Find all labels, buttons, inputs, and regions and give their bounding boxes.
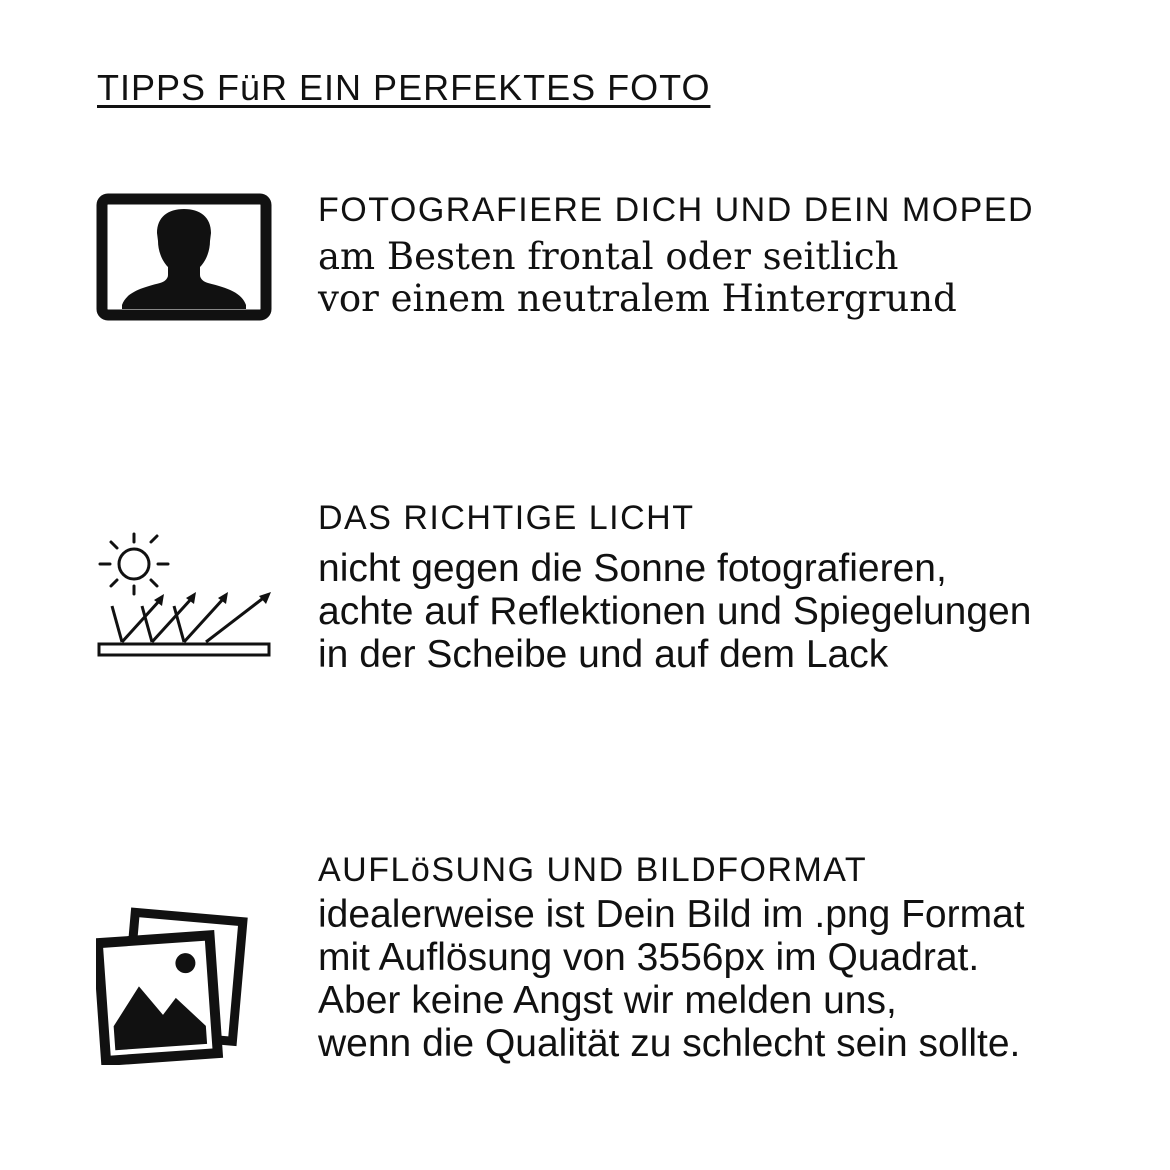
tip-body-line: wenn die Qualität zu schlecht sein sollte. [318,1022,1021,1065]
tip-body-line: idealerweise ist Dein Bild im .png Format [318,893,1025,936]
portrait-photo-icon [96,193,272,321]
tip-body-line: mit Auflösung von 3556px im Quadrat. [318,936,980,979]
tip-body-resolution [318,893,1025,1065]
tip-body-line: nicht gegen die Sonne fotografieren, [318,547,947,590]
page-title: TIPPS FüR EIN PERFEKTES FOTO [97,67,711,108]
tip-body-line: vor einem neutralem Hintergrund [318,277,957,320]
image-gallery-icon [96,905,250,1065]
tip-body-light [318,547,1031,676]
sun-reflection-icon [96,530,276,660]
tip-heading-resolution: AUFLöSUNG UND BILDFORMAT [318,851,868,889]
tip-body-line: achte auf Reflektionen und Spiegelungen [318,590,1032,633]
tip-body-line: in der Scheibe und auf dem Lack [318,633,889,676]
tip-body-line: am Besten frontal oder seitlich [318,235,899,278]
tip-heading-light: DAS RICHTIGE LICHT [318,499,695,537]
tip-body-photo [318,236,957,320]
tip-heading-photo: FOTOGRAFIERE DICH UND DEIN MOPED [318,191,1035,229]
tip-body-line: Aber keine Angst wir melden uns, [318,979,897,1022]
